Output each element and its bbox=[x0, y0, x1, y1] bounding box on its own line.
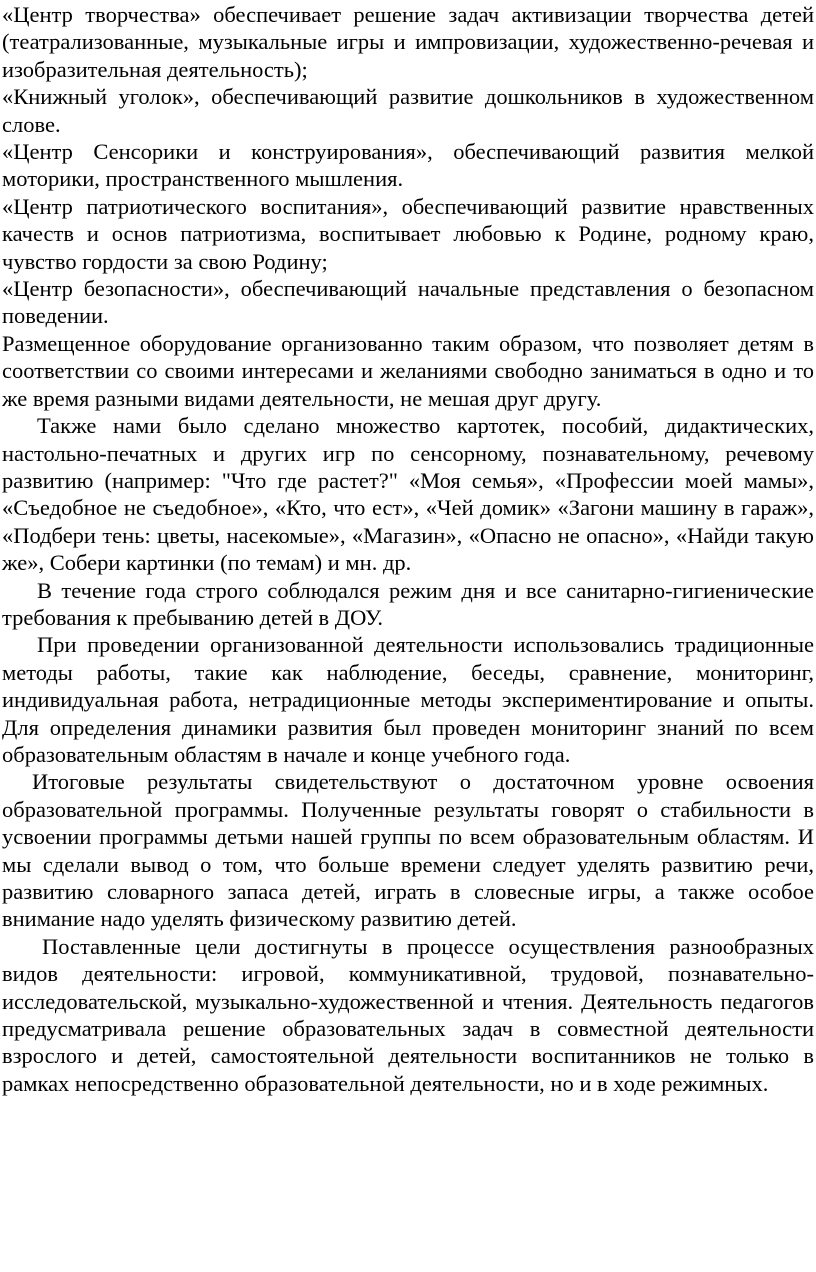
paragraph-goals: Поставленные цели достигнуты в процессе осуществления разнообразных видов деятельности: игровой, коммуникативной, трудовой, познавательно-исследовательской, музыкально-художественной и чтения. Деятельность педагогов предусматривала решение образовательных задач в совместной деятельности взрослого и детей, самостоятельной деятельности воспитанников не только в рамках непосредственно образовательной деятельности, но и в ходе режимных. bbox=[2, 933, 814, 1096]
paragraph-results: Итоговые результаты свидетельствуют о достаточном уровне освоения образовательной программы. Полученные результаты говорят о стабильности в усвоении программы детьми нашей группы по всем образовательным областям. И мы сделали вывод о том, что больше времени следует уделять развитию речи, развитию словарного запаса детей, играть в словесные игры, а также особое внимание надо уделять физическому развитию детей. bbox=[2, 769, 814, 932]
paragraph-book-corner: «Книжный уголок», обеспечивающий развитие дошкольников в художественном слове. bbox=[2, 84, 814, 137]
paragraph-card-files: Также нами было сделано множество картотек, пособий, дидактических, настольно-печатных и других игр по сенсорному, познавательному, речевому развитию (например: "Что где растет?" «Моя семья», «Профессии моей мамы», «Съедобное не съедобное», «Кто, что ест», «Чей домик» «Загони машину в гараж», «Подбери тень: цветы, насекомые», «Магазин», «Опасно не опасно», «Найди такую же», Собери картинки (по темам) и мн. др. bbox=[2, 413, 814, 576]
paragraph-creativity-center: «Центр творчества» обеспечивает решение задач активизации творчества детей (театрализованные, музыкальные игры и импровизации, художественно-речевая и изобразительная деятельность); bbox=[2, 2, 814, 82]
document-body bbox=[2, 1, 814, 1097]
paragraph-methods: При проведении организованной деятельности использовались традиционные методы работы, такие как наблюдение, беседы, сравнение, мониторинг, индивидуальная работа, нетрадиционные методы экспериментирование и опыты. Для определения динамики развития был проведен мониторинг знаний по всем образовательным областям в начале и конце учебного года. bbox=[2, 632, 814, 767]
paragraph-patriotic-center: «Центр патриотического воспитания», обеспечивающий развитие нравственных качеств и основ патриотизма, воспитывает любовью к Родине, родному краю, чувство гордости за свою Родину; bbox=[2, 193, 814, 274]
paragraph-daily-regime: В течение года строго соблюдался режим дня и все санитарно-гигиенические требования к пребыванию детей в ДОУ. bbox=[2, 577, 814, 630]
paragraph-sensory-center: «Центр Сенсорики и конструирования», обеспечивающий развития мелкой моторики, пространственного мышления. bbox=[2, 139, 814, 192]
paragraph-equipment: Размещенное оборудование организованно таким образом, что позволяет детям в соответствии со своими интересами и желаниями свободно заниматься в одно и то же время разными видами деятельности, не мешая друг другу. bbox=[2, 330, 814, 411]
paragraph-safety-center: «Центр безопасности», обеспечивающий начальные представления о безопасном поведении. bbox=[2, 276, 814, 329]
